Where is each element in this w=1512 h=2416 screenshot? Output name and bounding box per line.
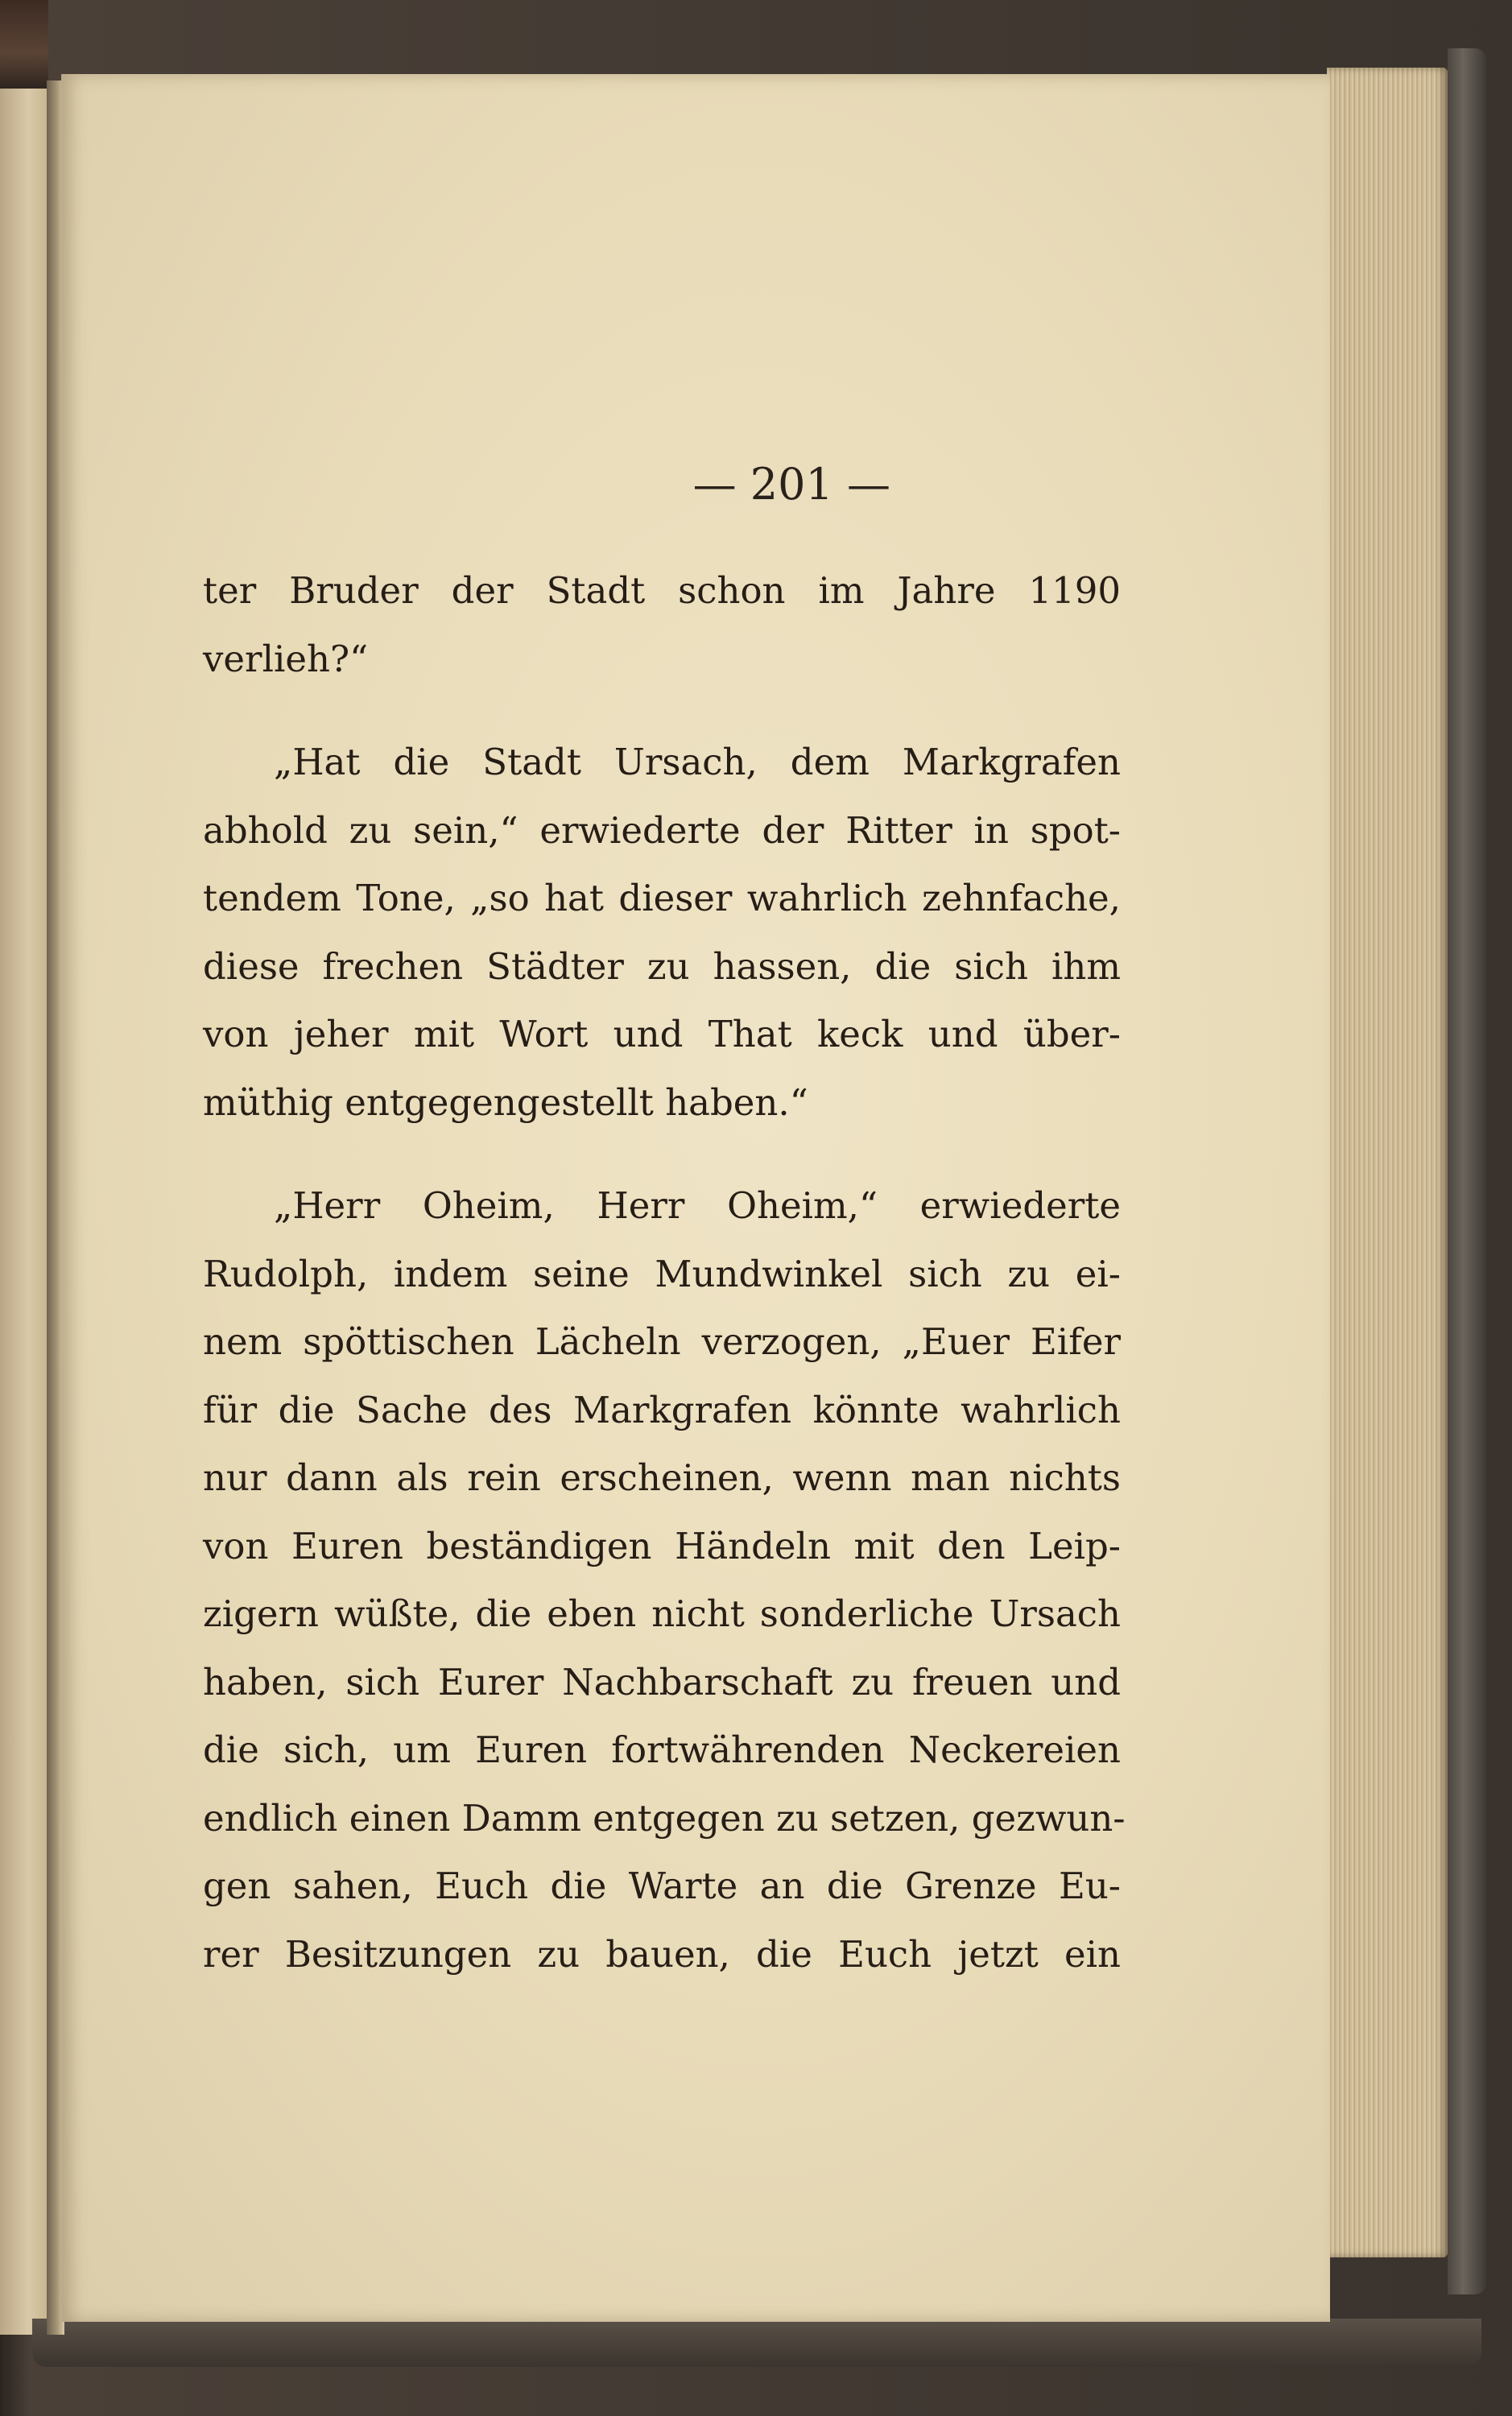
text-line: für die Sache des Markgrafen könnte wahrlich (203, 1388, 1121, 1431)
book-page (61, 74, 1330, 2322)
text-line: müthig entgegengestellt haben.“ (203, 1080, 808, 1124)
text-line: die sich, um Euren fortwährenden Neckereien (203, 1728, 1121, 1771)
body-text (203, 557, 1126, 1989)
text-line: tendem Tone, „so hat dieser wahrlich zehnfache, (203, 877, 1121, 919)
text-line: ter Bruder der Stadt schon im Jahre 1190 (203, 569, 1121, 612)
text-line: zigern wüßte, die eben nicht sonderliche Ursach (203, 1592, 1121, 1635)
text-line: „Herr Oheim, Herr Oheim,“ erwiederte (274, 1184, 1121, 1227)
text-line: haben, sich Eurer Nachbarschaft zu freuen und (203, 1660, 1121, 1704)
previous-page-edge (0, 89, 48, 2335)
text-line: von Euren beständigen Händeln mit den Leip- (203, 1524, 1121, 1567)
page-number: — 201 — (692, 459, 890, 510)
page-stack-edges (1327, 68, 1448, 2257)
text-line: endlich einen Damm entgegen zu setzen, gezwun- (203, 1796, 1126, 1840)
book-cover-bottom (32, 2319, 1481, 2367)
text-line: verlieh?“ (203, 637, 369, 680)
text-line: abhold zu sein,“ erwiederte der Ritter in spot- (203, 808, 1121, 852)
text-line: von jeher mit Wort und That keck und über- (203, 1013, 1121, 1055)
text-line: nem spöttischen Lächeln verzogen, „Euer Eifer (203, 1320, 1121, 1363)
text-line: nur dann als rein erscheinen, wenn man nichts (203, 1456, 1121, 1499)
text-line: diese frechen Städter zu hassen, die sich ihm (203, 944, 1121, 988)
binding-cloth (0, 0, 48, 89)
text-line: Rudolph, indem seine Mundwinkel sich zu ei- (203, 1252, 1121, 1295)
text-line: gen sahen, Euch die Warte an die Grenze Eu- (203, 1865, 1121, 1907)
text-line: rer Besitzungen zu bauen, die Euch jetzt ein (203, 1932, 1121, 1976)
text-line: „Hat die Stadt Ursach, dem Markgrafen (274, 741, 1121, 783)
book-cover-edge (1448, 48, 1486, 2294)
